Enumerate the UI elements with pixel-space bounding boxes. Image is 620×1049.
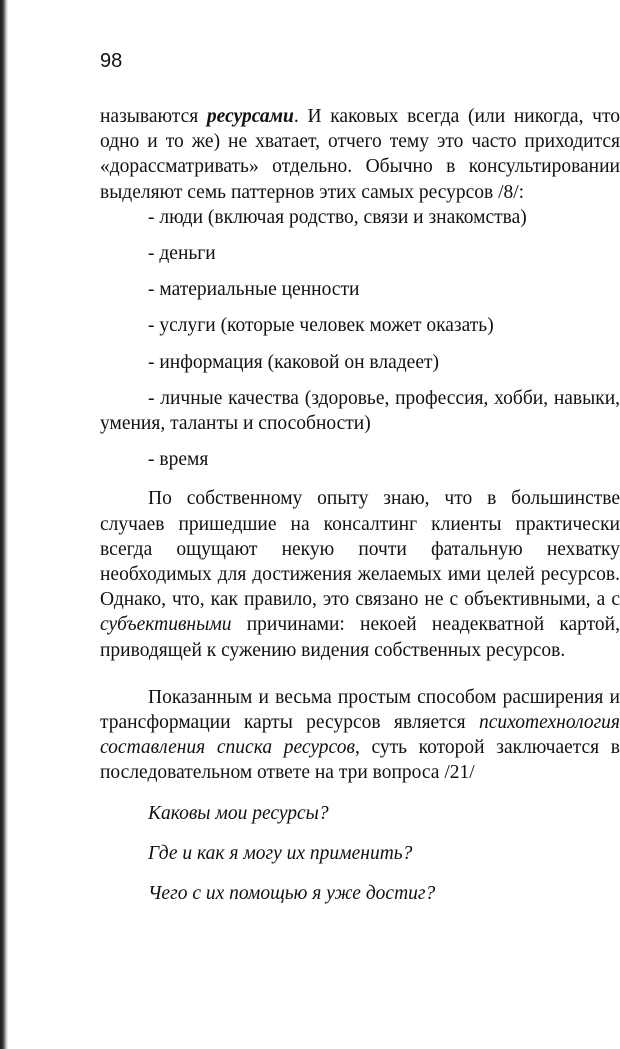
resource-item: - личные качества (здоровье, профессия, хобби, навыки, умения, таланты и способности) — [100, 387, 620, 435]
experience-text-end: причинами: некоей неадекватной картой, приводящей к сужению видения собственных ресурсов. — [100, 614, 620, 661]
page-body — [100, 104, 620, 906]
experience-emphasis: субъективными — [100, 614, 232, 636]
method-paragraph — [100, 685, 620, 786]
resource-item: - время — [148, 449, 209, 471]
method-emphasis: психотехнология составления списка ресурсов — [100, 712, 620, 759]
method-text-start: Показанным и весьма простым способом расширения и трансформации карты ресурсов является — [100, 686, 620, 734]
method-text-end: , суть которой заключается в последовательном ответе на три вопроса /21/ — [100, 737, 620, 784]
page-edge-shadow — [0, 0, 8, 1049]
resource-item: - деньги — [148, 243, 216, 265]
experience-text-start: По собственному опыту знаю, что в большинстве случаев пришедшие на консалтинг клиенты практически всегда ощущают некую почти фатальную нехватку необходимых для достижения желаемых ими целей ресурсов. Однако, что, как правило, это связано не с объективными, а с — [100, 488, 620, 611]
intro-paragraph — [100, 104, 620, 205]
question-item: Каковы мои ресурсы? — [148, 802, 329, 824]
intro-emphasis: ресурсами — [206, 106, 294, 127]
page-number: 98 — [100, 50, 123, 72]
resource-item: - услуги (которые человек может оказать) — [148, 315, 494, 337]
question-item: Где и как я могу их применить? — [148, 842, 413, 864]
resource-item: - материальные ценности — [148, 279, 360, 301]
question-item: Чего с их помощью я уже достиг? — [148, 883, 436, 905]
intro-text-end: . И каковых всегда (или никогда, что одно и то же) не хватает, отчего тему это часто приходится «дорассматривать» отдельно. Обычно в консультировании выделяют семь паттернов этих самых ресурсов /8/: — [100, 106, 620, 203]
intro-text-start: называются — [100, 106, 207, 127]
resource-item: - люди (включая родство, связи и знакомства) — [148, 206, 527, 228]
experience-paragraph — [100, 486, 620, 662]
resource-item: - информация (каковой он владеет) — [148, 351, 439, 373]
